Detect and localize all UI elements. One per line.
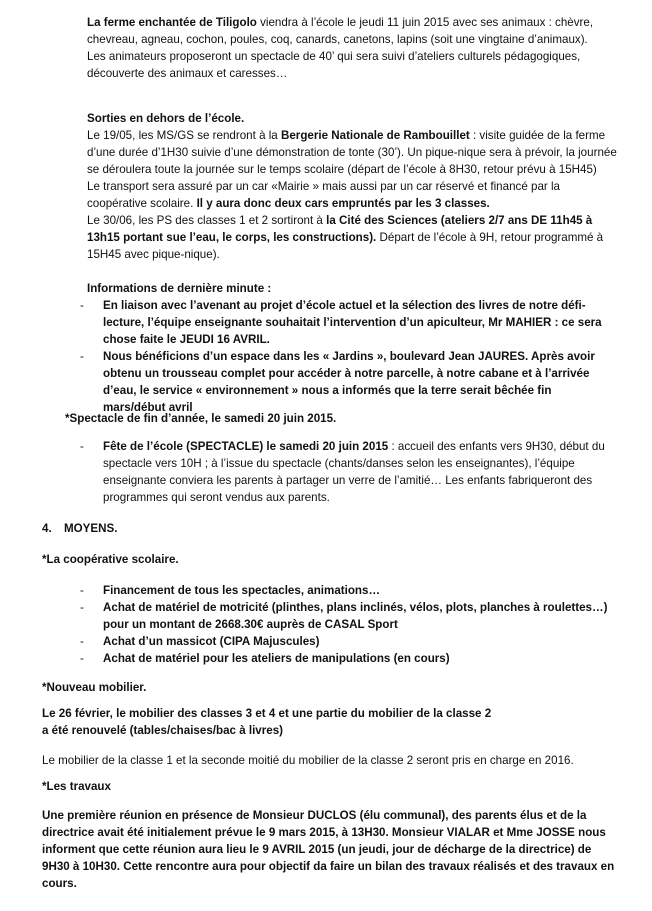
list-dash: -: [80, 584, 84, 597]
coop-heading: *La coopérative scolaire.: [42, 553, 179, 566]
list-item: Achat de matériel de motricité (plinthes, plans inclinés, vélos, plots, planches à roulettes…) pour un montant de 2668.30€ auprès de CASAL Sport: [103, 601, 608, 631]
mobilier-heading: *Nouveau mobilier.: [42, 681, 147, 694]
sorties-heading: Sorties en dehors de l’école.: [87, 112, 245, 125]
list-item: Financement de tous les spectacles, animations…: [103, 584, 381, 597]
list-dash: -: [80, 601, 84, 614]
list-dash: -: [80, 635, 84, 648]
ferme-text: viendra à l’école le jeudi 11 juin 2015 avec ses animaux : chèvre, chevreau, agneau, cochon, poules, coq, canards, canetons, lapins (soit une vingtaine d’animaux). Les animateurs proposeront un spectacle de 40’ qui sera suivi d’ateliers culturels pédagogiques, découverte des animaux et caresses…: [87, 16, 594, 80]
bergerie-name: Bergerie Nationale de Rambouillet: [280, 129, 470, 142]
sorties-paragraph-3: Le 30/06, les PS des classes 1 et 2 sortiront à la Cité des Sciences (ateliers 2/7 ans DE 11h45 à 13h15 portant sue l’eau, le corps, les constructions). Départ de l’école à 9H, retour programmé à 15H45 avec pique-nique).: [87, 214, 604, 261]
section-number: 4.: [42, 522, 52, 535]
cite-des-sciences: la Cité des Sciences (ateliers 2/7 ans DE 11h45 à 13h15 portant sue l’eau, le corps, les constructions).: [87, 214, 593, 244]
list-item: Achat de matériel pour les ateliers de manipulations (en cours): [103, 652, 450, 665]
list-dash: -: [80, 652, 84, 665]
list-dash: -: [80, 350, 84, 363]
list-item: En liaison avec l’avenant au projet d’école actuel et la sélection des livres de notre défi-lecture, l’équipe enseignante souhaitait l’intervention d’un apiculteur, Mr MAHIER : ce sera chose faite le JEUDI 16 AVRIL.: [103, 299, 602, 346]
travaux-paragraph: Une première réunion en présence de Monsieur DUCLOS (élu communal), des parents élus et de la directrice avait été initialement prévue le 9 mars 2015, à 13H30. Monsieur VIALAR et Mme JOSSE nous informent que cette réunion aura lieu le 9 AVRIL 2015 (un jeudi, jour de décharge de la directrice) de 9H30 à 10H30. Cette rencontre aura pour objectif da faire un bilan des travaux réalisés et des travaux en cours.: [42, 809, 615, 890]
list-item: Fête de l’école (SPECTACLE) le samedi 20 juin 2015 : accueil des enfants vers 9H30, début du spectacle vers 10H ; à l’issue du spectacle (chants/danses selon les enseignantes), l’équipe enseignante conviera les parents à partager un verre de l’amitié… Les enfants fabriqueront des programmes qui seront vendus aux parents.: [103, 440, 605, 504]
spectacle-heading: *Spectacle de fin d’année, le samedi 20 juin 2015.: [65, 412, 337, 425]
section-title: MOYENS.: [64, 522, 118, 535]
list-item: Achat d’un massicot (CIPA Majuscules): [103, 635, 320, 648]
infos-heading: Informations de dernière minute :: [87, 282, 272, 295]
sorties-paragraph-1: Le 19/05, les MS/GS se rendront à la Bergerie Nationale de Rambouillet : visite guidée de la ferme d’une durée d’1H30 suivie d’une démonstration de tonte (30’). Un pique-nique sera à prévoir, la journée se déroulera toute la journée sur le temps scolaire (départ de l’école à 8H30, retour prévu à 15H45): [87, 129, 617, 176]
list-dash: -: [80, 299, 84, 312]
list-item: Nous bénéficions d’un espace dans les « Jardins », boulevard Jean JAURES. Après avoir obtenu un trousseau complet pour accéder à notre parcelle, à notre cabane et à l’arrivée d’eau, le service « environnement » nous a informés que la terre serait bêchée fin mars/début avril: [103, 350, 595, 414]
ferme-title: La ferme enchantée de Tiligolo: [87, 16, 257, 29]
sorties-paragraph-2: Le transport sera assuré par un car «Mairie » mais aussi par un car réservé et financé par la coopérative scolaire. Il y aura donc deux cars empruntés par les 3 classes.: [87, 180, 560, 210]
mobilier-paragraph-2: Le mobilier de la classe 1 et la seconde moitié du mobilier de la classe 2 seront pris en charge en 2016.: [42, 754, 574, 767]
travaux-heading: *Les travaux: [42, 780, 111, 793]
ferme-paragraph: [87, 14, 607, 82]
mobilier-paragraph-1: Le 26 février, le mobilier des classes 3 et 4 et une partie du mobilier de la classe 2 a été renouvelé (tables/chaises/bac à livres): [42, 707, 492, 737]
list-dash: -: [80, 440, 84, 453]
